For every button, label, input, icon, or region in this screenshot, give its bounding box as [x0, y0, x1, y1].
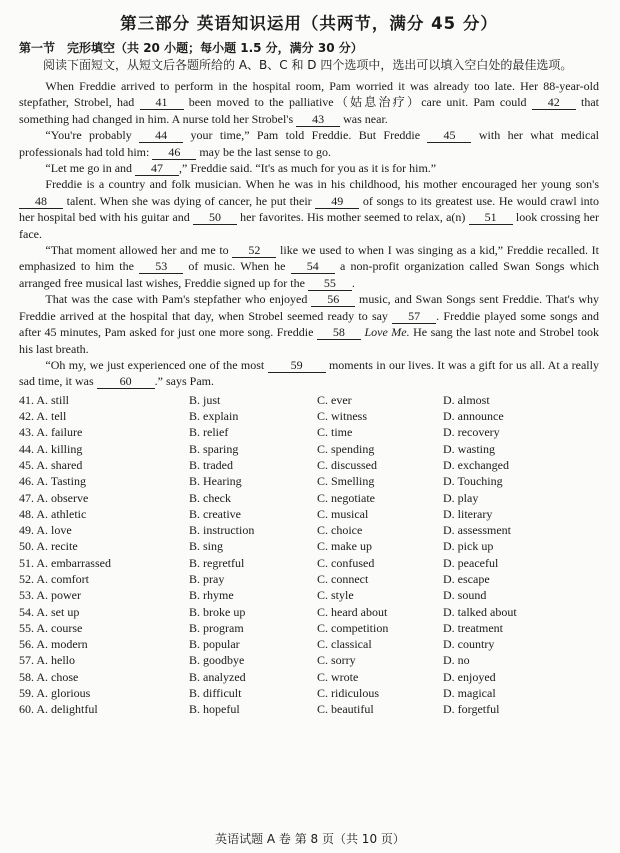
option-c: C. sorry — [317, 653, 356, 668]
option-c: C. competition — [317, 620, 389, 635]
option-c: C. classical — [317, 637, 372, 652]
question-row — [19, 538, 599, 554]
option-c: C. connect — [317, 571, 369, 586]
part-title: 第三部分 英语知识运用（共两节，满分 45 分） — [120, 14, 498, 33]
option-c: C. style — [317, 588, 354, 603]
paragraph-6: That was the case with Pam's stepfather who enjoyed 56 music, and Swan Songs sent Freddie. That's why Freddie arrived at the hospital that day, when Strobel seemed ready to say 57 . Freddie played some songs and after 45 minutes, Pam asked for just one more song. Freddie 58 Love Me. He sang the last note and Strobel took his last breath. — [19, 292, 600, 356]
option-a: 42. A. tell — [19, 409, 67, 424]
option-a: 44. A. killing — [19, 441, 83, 456]
option-a: 43. A. failure — [19, 425, 83, 440]
blank-56: 56 — [311, 293, 355, 307]
blank-54: 54 — [291, 260, 335, 274]
option-a: 56. A. modern — [19, 637, 88, 652]
option-b: B. traded — [189, 457, 233, 472]
option-b: B. just — [189, 392, 221, 407]
option-a: 49. A. love — [19, 523, 72, 538]
blank-59: 59 — [268, 359, 326, 373]
question-row — [19, 457, 599, 473]
question-row — [19, 587, 599, 603]
option-b: B. popular — [189, 637, 240, 652]
option-a: 58. A. chose — [19, 669, 79, 684]
option-d: D. recovery — [443, 425, 500, 440]
option-d: D. announce — [443, 409, 504, 424]
option-d: D. pick up — [443, 539, 494, 554]
cloze-passage — [19, 78, 599, 390]
option-c: C. musical — [317, 506, 369, 521]
option-b: B. program — [189, 620, 244, 635]
section-heading — [19, 40, 599, 57]
option-b: B. pray — [189, 571, 225, 586]
option-b: B. check — [189, 490, 231, 505]
option-c: C. negotiate — [317, 490, 375, 505]
option-d: D. almost — [443, 392, 490, 407]
option-c: C. ever — [317, 392, 352, 407]
blank-58: 58 — [317, 326, 361, 340]
blank-46: 46 — [152, 146, 196, 160]
option-b: B. explain — [189, 409, 239, 424]
option-b: B. difficult — [189, 686, 242, 701]
section-label: 第一节 — [19, 41, 56, 55]
option-c: C. wrote — [317, 669, 359, 684]
option-c: C. witness — [317, 409, 368, 424]
question-row — [19, 424, 599, 440]
question-row — [19, 522, 599, 538]
option-d: D. talked about — [443, 604, 517, 619]
option-d: D. assessment — [443, 523, 511, 538]
option-a: 53. A. power — [19, 588, 81, 603]
option-b: B. analyzed — [189, 669, 246, 684]
option-d: D. exchanged — [443, 457, 509, 472]
option-d: D. magical — [443, 686, 496, 701]
option-a: 57. A. hello — [19, 653, 75, 668]
question-row — [19, 408, 599, 424]
option-c: C. beautiful — [317, 702, 374, 717]
option-b: B. regretful — [189, 555, 245, 570]
option-a: 50. A. recite — [19, 539, 78, 554]
option-d: D. Touching — [443, 474, 503, 489]
option-c: C. ridiculous — [317, 686, 379, 701]
question-row — [19, 669, 599, 685]
option-d: D. country — [443, 637, 495, 652]
paragraph-2: “You're probably 44 your time,” Pam told Freddie. But Freddie 45 with her what medical professionals had told him: 46 may be the last sense to go. — [19, 128, 599, 159]
question-row — [19, 604, 599, 620]
blank-47: 47 — [135, 162, 179, 176]
option-c: C. discussed — [317, 457, 377, 472]
option-b: B. hopeful — [189, 702, 240, 717]
option-b: B. Hearing — [189, 474, 242, 489]
option-c: C. Smelling — [317, 474, 375, 489]
option-d: D. escape — [443, 571, 490, 586]
option-d: D. treatment — [443, 620, 503, 635]
blank-49: 49 — [315, 195, 359, 209]
option-c: C. spending — [317, 441, 375, 456]
answer-options — [19, 392, 599, 718]
option-a: 55. A. course — [19, 620, 83, 635]
option-b: B. creative — [189, 506, 241, 521]
option-d: D. literary — [443, 506, 493, 521]
paragraph-4: Freddie is a country and folk musician. When he was in his childhood, his mother encouraged her young son's 48 talent. When she was dying of cancer, he put their 49 of songs to its greatest use. He would crawl into her hospital bed with his guitar and 50 her favorites. His mother seemed to relax, a(n) 51 look crossing her face. — [19, 177, 599, 241]
option-a: 46. A. Tasting — [19, 474, 86, 489]
option-b: B. instruction — [189, 523, 255, 538]
question-row — [19, 473, 599, 489]
paragraph-7: “Oh my, we just experienced one of the most 59 moments in our lives. It was a gift for us all. At a really sad time, it was 60 .” says Pam. — [19, 357, 599, 389]
question-row — [19, 571, 599, 587]
question-row — [19, 652, 599, 668]
blank-60: 60 — [97, 375, 155, 389]
question-row — [19, 701, 599, 717]
question-row — [19, 685, 599, 701]
question-row — [19, 636, 599, 652]
song-title: Love Me. — [364, 325, 410, 340]
option-c: C. time — [317, 425, 353, 440]
blank-48: 48 — [19, 195, 63, 209]
option-c: C. heard about — [317, 604, 388, 619]
blank-44: 44 — [139, 129, 183, 143]
option-a: 60. A. delightful — [19, 702, 98, 717]
option-a: 59. A. glorious — [19, 686, 91, 701]
question-row — [19, 490, 599, 506]
option-a: 51. A. embarrassed — [19, 555, 111, 570]
option-b: B. relief — [189, 425, 229, 440]
section-title: 完形填空（共 20 小题；每小题 1.5 分，满分 30 分） — [67, 41, 363, 55]
option-d: D. peaceful — [443, 555, 499, 570]
blank-51: 51 — [469, 211, 513, 225]
option-a: 48. A. athletic — [19, 506, 87, 521]
option-b: B. sing — [189, 539, 224, 554]
blank-50: 50 — [193, 211, 237, 225]
blank-42: 42 — [532, 96, 576, 110]
paragraph-1: When Freddie arrived to perform in the hospital room, Pam worried it was already too late. Her 88-year-old stepfather, Strobel, had 41 been moved to the palliative（姑息治疗）care unit. Pam could 42 that something had changed in him. A nurse told her Strobel's 43 was near. — [19, 79, 600, 126]
question-row — [19, 555, 599, 571]
question-row — [19, 506, 599, 522]
option-d: D. enjoyed — [443, 669, 496, 684]
option-b: B. broke up — [189, 604, 246, 619]
question-row — [19, 441, 599, 457]
blank-53: 53 — [139, 260, 183, 274]
instructions: 阅读下面短文，从短文后各题所给的 A、B、C 和 D 四个选项中，选出可以填入空白处的最佳选项。 — [43, 58, 573, 72]
question-row — [19, 620, 599, 636]
blank-45: 45 — [427, 129, 471, 143]
option-a: 54. A. set up — [19, 604, 80, 619]
exam-page — [19, 10, 599, 718]
option-c: C. make up — [317, 539, 372, 554]
blank-57: 57 — [392, 310, 436, 324]
option-c: C. confused — [317, 555, 375, 570]
option-b: B. sparing — [189, 441, 239, 456]
paragraph-3: “Let me go in and 47 ,” Freddie said. “It's as much for you as it is for him.” — [45, 161, 437, 176]
option-d: D. sound — [443, 588, 487, 603]
option-a: 41. A. still — [19, 392, 70, 407]
option-b: B. rhyme — [189, 588, 234, 603]
blank-41: 41 — [140, 96, 184, 110]
blank-43: 43 — [296, 113, 340, 127]
blank-52: 52 — [232, 244, 276, 258]
option-a: 52. A. comfort — [19, 571, 89, 586]
option-a: 47. A. observe — [19, 490, 89, 505]
option-d: D. wasting — [443, 441, 495, 456]
page-footer: 英语试题 A 卷 第 8 页（共 10 页） — [215, 832, 405, 846]
option-d: D. forgetful — [443, 702, 500, 717]
paragraph-5: “That moment allowed her and me to 52 like we used to when I was singing as a kid,” Freddie recalled. It emphasized to him the 53 of music. When he 54 a non-profit organization called Swan Songs which arranged free musical last wishes, Freddie signed up for the 55 . — [19, 243, 599, 290]
option-b: B. goodbye — [189, 653, 245, 668]
option-c: C. choice — [317, 523, 363, 538]
option-a: 45. A. shared — [19, 457, 83, 472]
question-row — [19, 392, 599, 408]
blank-55: 55 — [308, 277, 352, 291]
option-d: D. play — [443, 490, 479, 505]
option-d: D. no — [443, 653, 470, 668]
